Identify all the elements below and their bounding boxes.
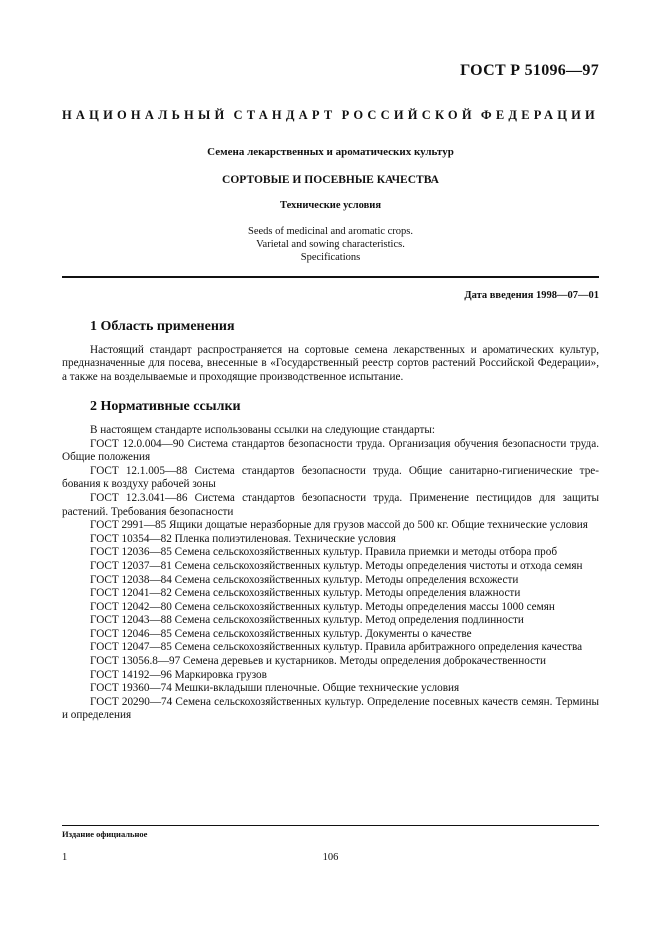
section-1-text: Настоящий стандарт распространяется на сортовые семена лекарственных и ароматических культур, предназначенные для посева, внесенные в «Государственный реестр сортов растений Российской Федерации», а также на возделываемые и проходящие производственное испытание. (62, 343, 599, 383)
reference-item: ГОСТ 19360—74 Мешки-вкладыши пленочные. Общие технические условия (90, 682, 460, 695)
document-code: ГОСТ Р 51096—97 (460, 62, 599, 79)
title-block (62, 146, 599, 264)
crops-title: Семена лекарственных и ароматических культур (207, 146, 454, 158)
title-divider (62, 276, 599, 278)
introduction-date: Дата введения 1998—07—01 (464, 290, 599, 301)
references-list (62, 424, 599, 723)
reference-item: ГОСТ 12.3.041—86 Система стандартов безопасности труда. Применение пестицидов для защиты растений. Требования безопасности (62, 491, 599, 518)
reference-item: ГОСТ 14192—96 Маркировка грузов (90, 668, 267, 681)
left-page-marker: 1 (62, 852, 68, 863)
national-word-3: РОССИЙСКОЙ (341, 108, 476, 122)
document-body (62, 320, 599, 723)
section-2 (62, 400, 599, 723)
english-title (62, 225, 599, 264)
page-number: 106 (322, 852, 339, 863)
reference-item: ГОСТ 13056.8—97 Семена деревьев и кустарников. Методы определения доброкачественности (90, 655, 546, 668)
english-title-line-3: Specifications (300, 252, 361, 263)
technical-conditions-subtitle: Технические условия (279, 200, 382, 211)
reference-item: ГОСТ 12036—85 Семена сельскохозяйственных культур. Правила приемки и методы отбора проб (90, 546, 558, 559)
english-title-line-1: Seeds of medicinal and aromatic crops. (247, 226, 414, 237)
reference-item: ГОСТ 12043—88 Семена сельскохозяйственных культур. Метод определения подлинности (90, 614, 524, 627)
national-standard-heading (62, 108, 599, 123)
reference-item: ГОСТ 12037—81 Семена сельскохозяйственных культур. Методы определения чистоты и отхода семян (90, 559, 583, 572)
reference-item: ГОСТ 2991—85 Ящики дощатые неразборные для грузов массой до 500 кг. Общие технические условия (90, 519, 588, 532)
main-title: СОРТОВЫЕ И ПОСЕВНЫЕ КАЧЕСТВА (222, 174, 439, 186)
reference-item: ГОСТ 12041—82 Семена сельскохозяйственных культур. Методы определения влажности (90, 587, 521, 600)
reference-item: ГОСТ 12047—85 Семена сельскохозяйственных культур. Правила арбитражного определения качества (90, 641, 583, 654)
section-2-heading: 2 Нормативные ссылки (90, 399, 241, 415)
footer-divider (62, 825, 599, 826)
national-word-1: НАЦИОНАЛЬНЫЙ (62, 108, 229, 122)
reference-item: ГОСТ 12046—85 Семена сельскохозяйственных культур. Документы о качестве (90, 627, 472, 640)
references-intro: В настоящем стандарте использованы ссылки на следующие стандарты: (90, 423, 435, 436)
reference-item: ГОСТ 12042—80 Семена сельскохозяйственных культур. Методы определения массы 1000 семян (90, 600, 555, 613)
official-edition-label: Издание официальное (62, 829, 148, 839)
reference-item: ГОСТ 20290—74 Семена сельскохозяйственных культур. Определение посевных качеств семян. Термины и определения (62, 695, 599, 722)
reference-item: ГОСТ 12038—84 Семена сельскохозяйственных культур. Методы определения всхожести (90, 573, 519, 586)
reference-item: ГОСТ 12.0.004—90 Система стандартов безопасности труда. Организация обучения безопасности труда. Общие положения (62, 437, 599, 464)
english-title-line-2: Varietal and sowing characteristics. (256, 239, 405, 250)
national-word-4: ФЕДЕРАЦИИ (480, 108, 599, 122)
reference-item: ГОСТ 10354—82 Пленка полиэтиленовая. Технические условия (90, 532, 396, 545)
national-word-2: СТАНДАРТ (233, 108, 337, 122)
reference-item: ГОСТ 12.1.005—88 Система стандартов безопасности труда. Общие санитарно-гигиенические требования к воздуху рабочей зоны (62, 464, 599, 491)
section-1-heading: 1 Область применения (90, 319, 235, 334)
